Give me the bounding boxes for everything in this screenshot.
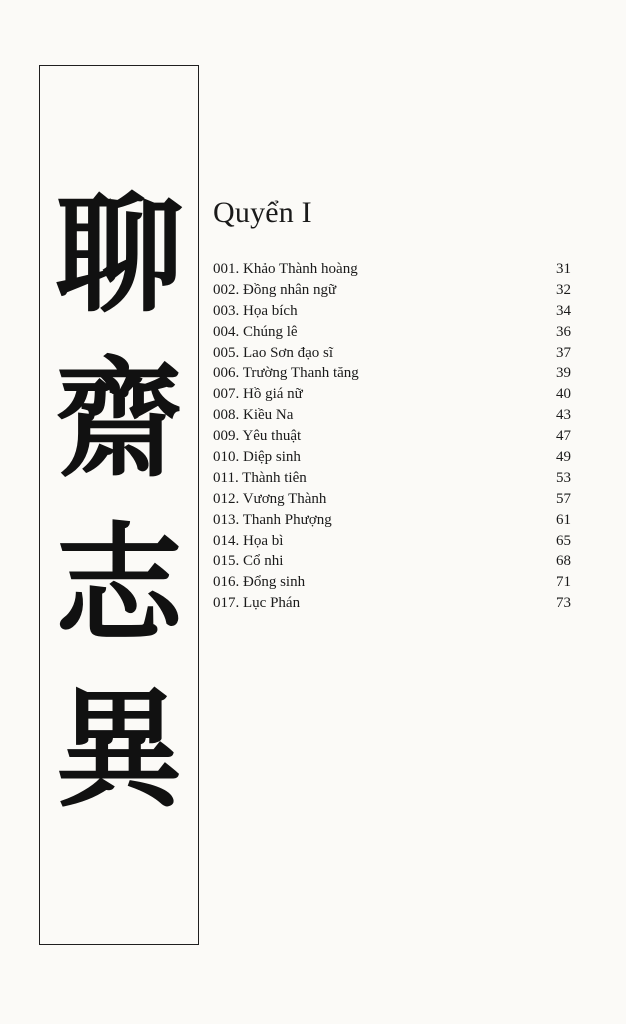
toc-entry[interactable]	[213, 280, 571, 301]
toc-entry-page-number: 49	[556, 449, 571, 466]
toc-entry[interactable]	[213, 384, 571, 405]
seal-glyph-4: 異	[54, 675, 183, 825]
toc-entry[interactable]	[213, 322, 571, 343]
toc-entry-title: 015. Cổ nhi	[213, 553, 284, 570]
toc-entry-page-number: 43	[556, 407, 571, 424]
toc-entry[interactable]	[213, 572, 571, 593]
toc-entry[interactable]	[213, 405, 571, 426]
toc-entry-title: 009. Yêu thuật	[213, 428, 302, 445]
toc-entry-page-number: 36	[556, 323, 571, 340]
seal-glyph-1: 聊	[54, 180, 183, 330]
title-frame	[39, 65, 199, 945]
toc-entry[interactable]	[213, 489, 571, 510]
toc-entry[interactable]	[213, 510, 571, 531]
toc-entry-title: 006. Trường Thanh tăng	[213, 365, 359, 382]
toc-entry-title: 002. Đồng nhân ngữ	[213, 281, 337, 298]
toc-entry[interactable]	[213, 343, 571, 364]
toc-entry-page-number: 53	[556, 469, 571, 486]
toc-entry-page-number: 37	[556, 344, 571, 361]
seal-glyph-2: 齋	[54, 345, 183, 495]
toc-entry-page-number: 32	[556, 281, 571, 298]
toc-entry[interactable]	[213, 551, 571, 572]
toc-entry-title: 007. Hồ giá nữ	[213, 386, 303, 403]
toc-entry[interactable]	[213, 531, 571, 552]
toc-entry-page-number: 73	[556, 595, 571, 612]
toc-entry-page-number: 61	[556, 511, 571, 528]
toc-entry-title: 012. Vương Thành	[213, 490, 327, 507]
toc-entry-title: 010. Diệp sinh	[213, 449, 301, 466]
toc-entry-title: 008. Kiều Na	[213, 407, 294, 424]
toc-entry[interactable]	[213, 363, 571, 384]
toc-entry[interactable]	[213, 426, 571, 447]
toc-entry-title: 003. Họa bích	[213, 302, 298, 319]
section-heading: Quyển I	[213, 196, 312, 229]
toc-entry[interactable]	[213, 447, 571, 468]
toc-entry[interactable]	[213, 259, 571, 280]
toc-entry[interactable]	[213, 301, 571, 322]
toc-entry-title: 017. Lục Phán	[213, 595, 301, 612]
toc-entry-page-number: 40	[556, 386, 571, 403]
toc-entry-page-number: 34	[556, 302, 571, 319]
toc-entry-title: 011. Thành tiên	[213, 469, 307, 486]
toc-entry-title: 013. Thanh Phượng	[213, 511, 332, 528]
toc-entry[interactable]	[213, 468, 571, 489]
toc-entry-page-number: 71	[556, 574, 571, 591]
table-of-contents	[213, 259, 571, 614]
toc-entry-title: 004. Chúng lê	[213, 323, 298, 340]
toc-entry-page-number: 47	[556, 428, 571, 445]
toc-entry-page-number: 65	[556, 532, 571, 549]
seal-glyph-3: 志	[54, 510, 183, 660]
toc-entry-title: 016. Đổng sinh	[213, 574, 306, 591]
toc-entry-page-number: 31	[556, 261, 571, 277]
toc-entry[interactable]	[213, 593, 571, 614]
toc-entry-title: 014. Họa bì	[213, 532, 284, 549]
toc-entry-page-number: 68	[556, 553, 571, 570]
toc-entry-page-number: 39	[556, 365, 571, 382]
toc-entry-page-number: 57	[556, 490, 571, 507]
toc-entry-title: 005. Lao Sơn đạo sĩ	[213, 344, 334, 361]
toc-entry-title: 001. Khảo Thành hoàng	[213, 261, 358, 277]
